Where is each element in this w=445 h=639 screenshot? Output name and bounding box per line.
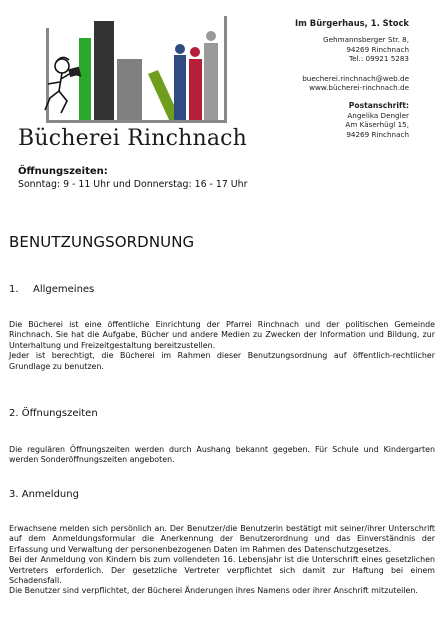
location-heading: Im Bürgerhaus, 1. Stock <box>295 18 409 28</box>
paragraph: Die Bücherei ist eine öffentliche Einrichtung der Pfarrei Rinchnach und der politischen Gemeinde Rinchnach. Sie hat die Aufgabe, Bücher und andere Medien zu Zwecken der Information und Bildung, zur Unterhaltung und Freizeitgestaltung bereitzustellen. <box>9 320 435 350</box>
logo-frame-right <box>224 16 227 123</box>
opening-hours-text: Sonntag: 9 - 11 Uhr und Donnerstag: 16 - 17 Uhr <box>18 179 248 190</box>
paragraph: Die regulären Öffnungszeiten werden durch Aushang bekannt gegeben. Für Schule und Kindergarten werden Sonderöffnungszeiten angeboten. <box>9 445 435 465</box>
logo-bar-red <box>189 59 202 122</box>
address-line: Gehmannsberger Str. 8, <box>323 35 409 44</box>
logo-bar-gray <box>117 59 142 122</box>
section-title: Allgemeines <box>33 284 95 295</box>
section-body <box>9 524 435 597</box>
library-logo <box>14 12 244 130</box>
logo-frame-left <box>46 28 49 123</box>
logo-bar-light <box>204 43 218 122</box>
reader-figure-icon <box>45 57 81 113</box>
email-address: buecherei.rinchnach@web.de <box>302 73 409 83</box>
website-url: www.bücherei-rinchnach.de <box>309 83 409 93</box>
postal-line: Am Käserhügl 15, <box>345 120 409 130</box>
logo-dot-light <box>206 31 216 41</box>
address-line: 94269 Rinchnach <box>346 44 409 54</box>
contact-block <box>239 18 409 139</box>
logo-bar-dark <box>94 21 114 122</box>
section-body <box>9 445 435 466</box>
logo-shelf-line <box>46 120 227 123</box>
paragraph: Jeder ist berechtigt, die Bücherei im Rahmen dieser Benutzungsordnung auf öffentlich-rechtlicher Grundlage zu benutzen. <box>9 351 435 371</box>
section-number: 2. <box>9 408 19 419</box>
logo-bar-blue <box>174 55 186 122</box>
logo-dot-red <box>190 47 200 57</box>
phone-number: Tel.: 09921 5283 <box>348 54 409 64</box>
paragraph: Die Benutzer sind verpflichtet, der Bücherei Änderungen ihres Namens oder ihrer Anschrift mitzuteilen. <box>9 586 418 596</box>
section-number: 3. <box>9 489 19 500</box>
paragraph: Bei der Anmeldung von Kindern bis zum vollendeten 16. Lebensjahr ist die Unterschrift eines gesetzlichen Vertreters erforderlich. Der gesetzliche Vertreter verpflichtet sich damit zur Haftung bei einem Schadensfall. <box>9 555 435 586</box>
paragraph: Erwachsene melden sich persönlich an. Der Benutzer/die Benutzerin bestätigt mit seiner/ihrer Unterschrift auf dem Anmeldungsformular die Anerkennung der Benutzerordnung und das Einverständnis der Erfassung und Verwaltung der personenbezogenen Daten im Rahmen des Datenschutzgesetzes. <box>9 524 435 554</box>
section-title: Anmeldung <box>21 489 79 500</box>
opening-hours-label: Öffnungszeiten: <box>18 166 108 177</box>
document-title: BENUTZUNGSORDNUNG <box>9 233 195 251</box>
logo-dot-blue <box>175 44 185 54</box>
section-body <box>9 320 435 372</box>
section-heading <box>9 489 79 500</box>
section-title: Öffnungszeiten <box>21 408 98 419</box>
opening-hours <box>18 165 247 191</box>
library-name: Bücherei Rinchnach <box>18 126 248 151</box>
postal-line: 94269 Rinchnach <box>346 129 409 139</box>
section-heading <box>9 408 98 419</box>
postal-label: Postanschrift: <box>348 100 409 110</box>
logo-bar-green <box>79 38 91 122</box>
section-number: 1. <box>9 284 19 295</box>
section-heading <box>9 284 94 295</box>
postal-line: Angelika Dengler <box>347 110 409 120</box>
